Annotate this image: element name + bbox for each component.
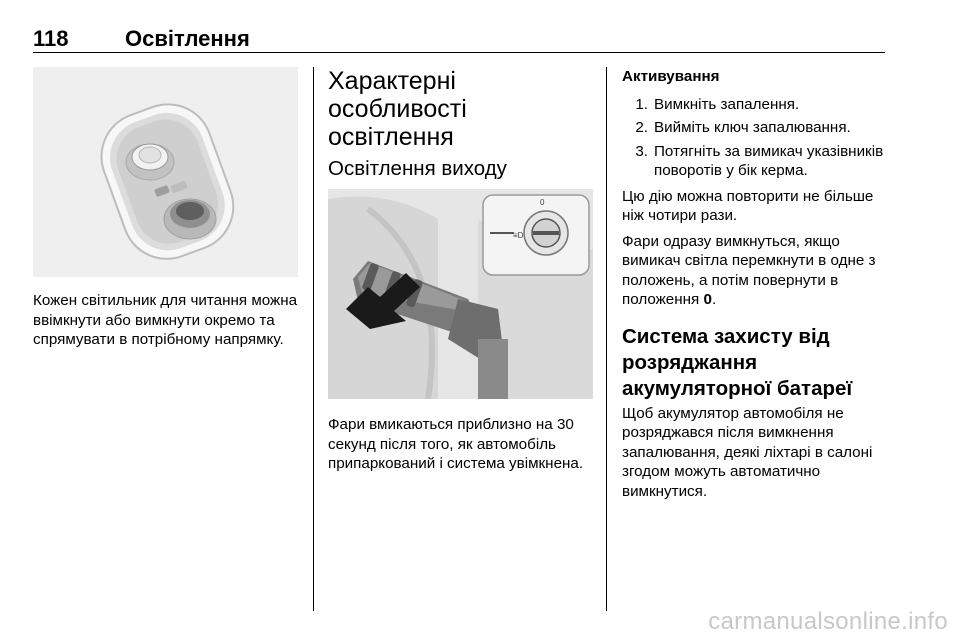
page-header [33,24,885,52]
switch-position-label: 0 [540,198,545,207]
column-3 [622,67,888,501]
switch-zero-symbol: 0 [703,291,712,308]
header-rule [33,52,885,53]
column-divider [606,67,607,611]
page-number: 118 [33,26,69,51]
exit-lighting-text: Фари вмикаються приблизно на 30 секунд після того, як автомобіль припаркований і система увімкнена. [328,416,584,472]
repeat-text: Цю дію можна повторити не більше ніж чотири рази. [622,187,874,224]
list-item: 3. Потягніть за вимикач указівників поворотів у бік керма. [635,142,884,179]
battery-protection-title: Система захисту від розряджання акумуляторної батареї [622,324,853,400]
svg-text:≡D: ≡D [513,231,524,240]
subsection-title: Освітлення виходу [328,157,507,180]
light-switch-figure [328,189,593,399]
chapter-title: Освітлення [125,26,250,51]
column-2 [328,67,593,474]
list-item: 1. Вимкніть запалення. [635,95,800,113]
list-item: 2. Вийміть ключ запалювання. [635,119,851,136]
watermark: carmanualsonline.info [708,608,948,635]
lights-off-text: Фари одразу вимкнуться, якщо вимикач світла перемкнути в одне з положень, а потім повернути в положення 0. [622,232,876,308]
activation-steps [622,95,888,181]
reading-lamp-figure [33,67,298,277]
column-divider [313,67,314,611]
column-1 [33,67,301,350]
reading-lamp-text: Кожен світильник для читання можна ввімкнути або вимкнути окремо та спрямувати в потрібному напрямку. [33,292,298,348]
section-title: Характерні особливості освітлення [328,67,467,151]
battery-protection-text: Щоб акумулятор автомобіля не розряджався після вимкнення запалювання, деякі ліхтарі в салоні згодом можуть автоматично вимкнутися. [622,404,873,500]
activation-heading: Активування [622,68,720,85]
